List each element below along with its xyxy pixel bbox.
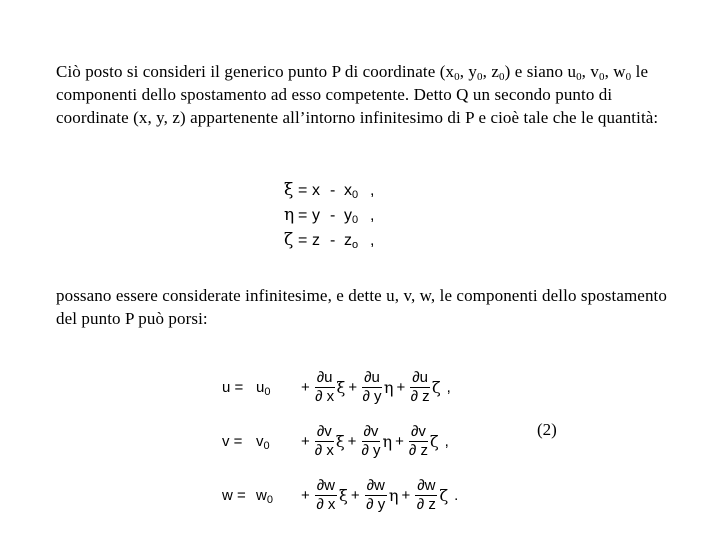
partial-derivative: $\frac{\partial w}{\partial x}$ <box>316 476 336 513</box>
partial-derivative: $\frac{\partial w}{\partial y}$ <box>366 476 386 513</box>
equation-eta: $\eta = y - y_0$ , <box>284 205 375 226</box>
partial-derivative: $\frac{\partial v}{\partial z}$ <box>408 422 428 459</box>
displacement-definitions <box>284 178 374 253</box>
partial-derivative: $\frac{\partial u}{\partial z}$ <box>410 368 430 405</box>
intro-paragraph: Ciò posto si consideri il generico punto P di coordinate ($x_0$, $y_0$, $z_0$) e siano $u_0$, $v_0$, $w_0$ le componenti dello spostamento ad esso competente. Detto Q un secondo punto di coordinate (x, y, z) appartenente all’intorno infinitesimo di P e cioè tale che le quantità: <box>56 62 659 127</box>
partial-derivative: $\frac{\partial v}{\partial x}$ <box>314 422 334 459</box>
equation-u: u = $u_0$ + $\frac{\partial u}{\partial x}$ ξ + $\frac{\partial u}{\partial y}$ η + $\frac{\partial u}{\partial z}$ ζ , <box>222 368 451 405</box>
partial-derivative: $\frac{\partial w}{\partial z}$ <box>416 476 436 513</box>
equation-zeta: $\zeta = z - z_o$ , <box>284 230 375 251</box>
equation-w: w = $w_0$ + $\frac{\partial w}{\partial x}$ ξ + $\frac{\partial w}{\partial y}$ η + $\frac{\partial w}{\partial z}$ ζ . <box>222 476 459 513</box>
partial-derivative: $\frac{\partial u}{\partial x}$ <box>315 368 335 405</box>
second-paragraph: possano essere considerate infinitesime, e dette u, v, w, le componenti dello spostamento del punto P può porsi: <box>56 286 667 328</box>
equation-number: (2) <box>537 420 557 439</box>
displacement-expansion <box>222 360 458 522</box>
partial-derivative: $\frac{\partial u}{\partial y}$ <box>362 368 382 405</box>
equation-xi: $\xi = x - x_0$ , <box>284 180 375 201</box>
equation-v: v = $v_0$ + $\frac{\partial v}{\partial x}$ ξ + $\frac{\partial v}{\partial y}$ η + $\frac{\partial v}{\partial z}$ ζ , <box>222 422 449 459</box>
partial-derivative: $\frac{\partial v}{\partial y}$ <box>361 422 381 459</box>
